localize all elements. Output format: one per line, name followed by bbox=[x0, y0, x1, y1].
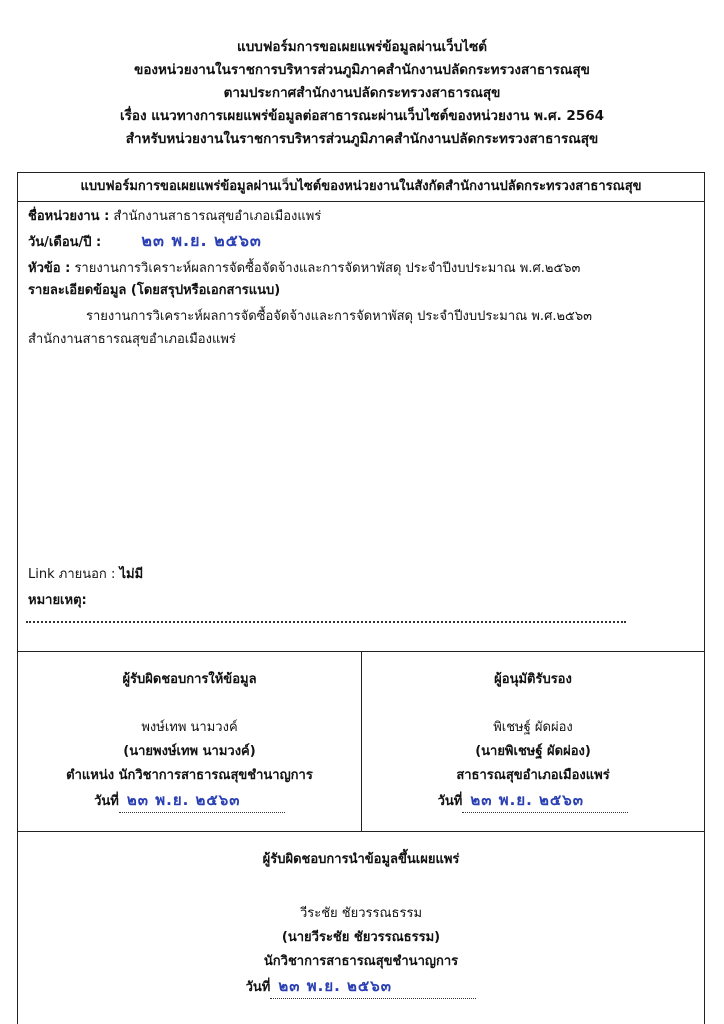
approver-date-field bbox=[462, 790, 628, 813]
detail-line-1: รายงานการวิเคราะห์ผลการจัดซื้อจัดจ้างและการจัดหาพัสดุ ประจำปีงบประมาณ พ.ศ.๒๕๖๓ bbox=[86, 309, 592, 324]
date-stamp: ๒๓ พ.ย. ๒๕๖๓ bbox=[141, 231, 262, 250]
publisher-signature: วีระชัย ชัยวรรณธรรม bbox=[299, 906, 423, 921]
header-line-5: สำหรับหน่วยงานในราชการบริหารส่วนภูมิภาคสำนักงานปลัดกระทรวงสาธารณสุข bbox=[125, 131, 599, 147]
publisher-date-field bbox=[270, 976, 476, 999]
approver-name: (นายพิเชษฐ์ ผัดผ่อง) bbox=[475, 744, 591, 759]
approver-box bbox=[361, 651, 705, 832]
header-line-1: แบบฟอร์มการขอเผยแพร่ข้อมูลผ่านเว็บไซต์ bbox=[237, 39, 487, 55]
agency-label: ชื่อหน่วยงาน : bbox=[28, 209, 110, 224]
header-line-3: ตามประกาศสำนักงานปลัดกระทรวงสาธารณสุข bbox=[223, 85, 501, 101]
approver-signature: พิเชษฐ์ ผัดผ่อง bbox=[493, 720, 573, 735]
responsible-name: (นายพงษ์เทพ นามวงค์) bbox=[123, 744, 256, 759]
note-label: หมายเหตุ: bbox=[28, 593, 87, 608]
publisher-box bbox=[17, 831, 705, 1024]
responsible-box bbox=[17, 651, 362, 832]
link-row bbox=[28, 565, 143, 585]
publisher-date-stamp: ๒๓ พ.ย. ๒๕๖๓ bbox=[278, 977, 393, 995]
detail-line-2: สำนักงานสาธารณสุขอำเภอเมืองแพร่ bbox=[28, 332, 236, 347]
responsible-date-field bbox=[119, 790, 285, 813]
responsible-heading: ผู้รับผิดชอบการให้ข้อมูล bbox=[122, 672, 257, 687]
date-row bbox=[28, 231, 262, 253]
approver-position: สาธารณสุขอำเภอเมืองแพร่ bbox=[456, 768, 610, 783]
publisher-position: นักวิชาการสาธารณสุขชำนาญการ bbox=[263, 954, 459, 969]
note-dotted-line bbox=[26, 619, 626, 623]
approver-date-label: วันที่ bbox=[437, 794, 463, 809]
approver-date-row bbox=[362, 790, 704, 813]
request-form-box bbox=[17, 172, 705, 652]
responsible-position: ตำแหน่ง นักวิชาการสาธารณสุขชำนาญการ bbox=[66, 768, 313, 783]
agency-row bbox=[28, 207, 321, 227]
link-value: ไม่มี bbox=[119, 567, 144, 582]
approver-date-stamp: ๒๓ พ.ย. ๒๕๖๓ bbox=[470, 791, 585, 809]
publisher-name: (นายวีระชัย ชัยวรรณธรรม) bbox=[281, 930, 441, 945]
approver-heading: ผู้อนุมัติรับรอง bbox=[494, 672, 572, 687]
responsible-signature: พงษ์เทพ นามวงค์ bbox=[141, 720, 238, 735]
header-line-2: ของหน่วยงานในราชการบริหารส่วนภูมิภาคสำนักงานปลัดกระทรวงสาธารณสุข bbox=[134, 62, 590, 78]
link-label: Link ภายนอก : bbox=[28, 567, 116, 582]
responsible-date-row bbox=[18, 790, 361, 813]
detail-label: รายละเอียดข้อมูล (โดยสรุปหรือเอกสารแนบ) bbox=[28, 283, 281, 298]
publisher-date-row bbox=[18, 976, 704, 999]
date-label: วัน/เดือน/ปี : bbox=[28, 235, 102, 250]
responsible-date-stamp: ๒๓ พ.ย. ๒๕๖๓ bbox=[126, 791, 241, 809]
form-title: แบบฟอร์มการขอเผยแพร่ข้อมูลผ่านเว็บไซต์ของหน่วยงานในสังกัดสำนักงานปลัดกระทรวงสาธารณสุข bbox=[18, 173, 704, 202]
agency-value: สำนักงานสาธารณสุขอำเภอเมืองแพร่ bbox=[113, 209, 322, 224]
publisher-date-label: วันที่ bbox=[245, 980, 271, 995]
document-header bbox=[0, 36, 724, 151]
header-line-4: เรื่อง แนวทางการเผยแพร่ข้อมูลต่อสาธารณะผ่านเว็บไซต์ของหน่วยงาน พ.ศ. 2564 bbox=[119, 108, 605, 124]
responsible-date-label: วันที่ bbox=[94, 794, 119, 809]
subject-label: หัวข้อ : bbox=[28, 261, 71, 276]
publisher-heading: ผู้รับผิดชอบการนำข้อมูลขึ้นเผยแพร่ bbox=[262, 852, 460, 867]
subject-value: รายงานการวิเคราะห์ผลการจัดซื้อจัดจ้างและการจัดหาพัสดุ ประจำปีงบประมาณ พ.ศ.๒๕๖๓ bbox=[74, 261, 581, 276]
subject-row bbox=[28, 259, 580, 279]
